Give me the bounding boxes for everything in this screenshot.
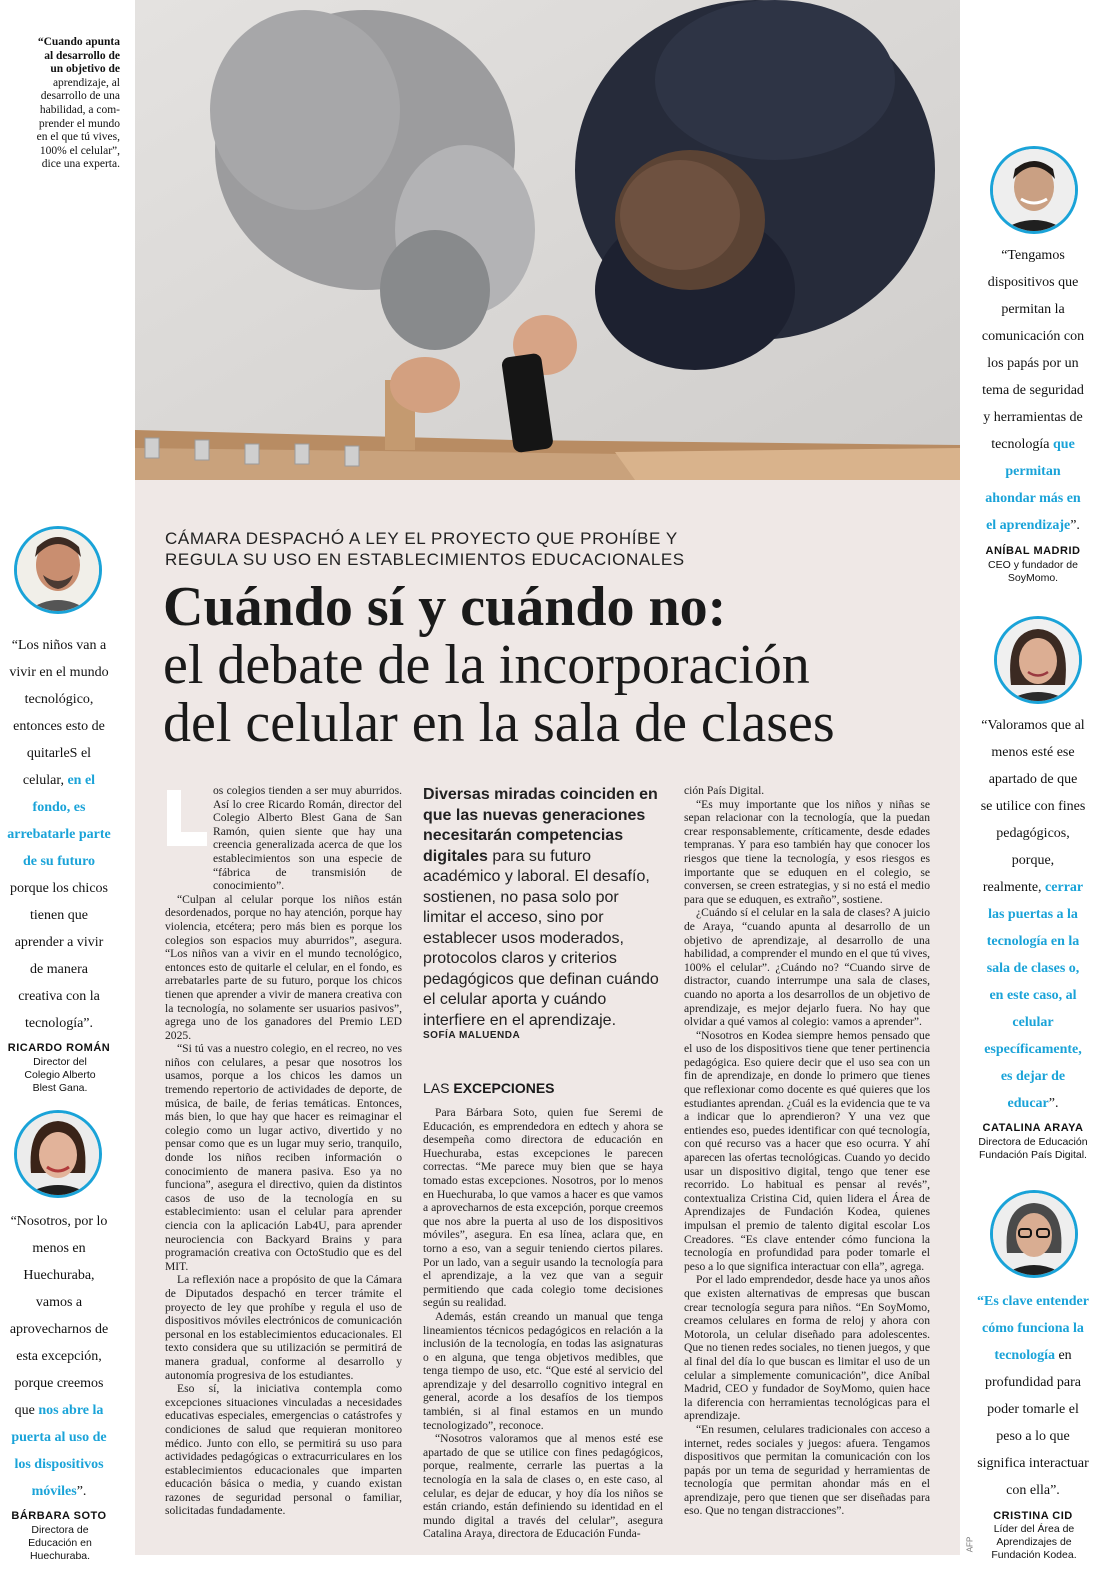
paragraph: La reflexión nace a propósito de que la Cámara de Diputados despachó en tercer trámite el proyecto de ley que prohíbe y regula el uso de dispositivos móviles electrónicos de comunicación personal en los establecimientos educacionales. El texto considera que su utilización se permitirá de manera gradual, conforme al desarrollo y autonomía progresiva de los estudiantes. [165, 1273, 402, 1382]
subhead-light: LAS [423, 1080, 454, 1096]
quote-text: que [14, 1403, 39, 1418]
headline [163, 578, 953, 752]
paragraph: “Es muy importante que los niños y niñas se sepan relacionar con la tecnología, que la puedan crear responsablemente, críticamente, desde edades tempranas. Y para eso también hay que conocer los riesgos que tiene la tecnología, y esos riesgos es importante que se eduquen en el colegio, se conversen, se creen estrategias, y si no está el medio para que se eduquen, es extraño”, sostiene. [684, 797, 930, 906]
quote-highlight: “Es clave entender [977, 1294, 1089, 1309]
source-name: CATALINA ARAYA [982, 1122, 1084, 1134]
quote-line: creativa con la [18, 989, 100, 1004]
headline-line-1: Cuándo sí y cuándo no: [163, 576, 727, 638]
paragraph: “Culpan al celular porque los niños están desordenados, porque no hay atención, porque hay violencia, etcétera; pero más bien es porque los colegios son espacios muy aburridos”, asegura. “Los niños van a vivir en el mundo tecnológico, entonces esto de quitarle el celular, en el fondo, es arrebatarles parte de su futuro, porque los chicos tienen que aprender a vivir de manera creativa con la tecnología, no solamente ser usuarios pasivos”, agrega uno de los ganadores del Premio LED 2025. [165, 892, 402, 1042]
quote-highlight: de su futuro [22, 854, 96, 869]
quote-line [0, 1478, 118, 1505]
photo-credit: AFP [965, 1536, 975, 1553]
source-role: Director del Colegio Alberto Blest Gana. [24, 1056, 96, 1094]
quote-line: 100% el celular”, [39, 144, 120, 157]
paragraph: “Nosotros valoramos que al menos esté ese apartado de que se utilice con fines pedagógicos, porque, realmente, cerrarle las puertas a la tecnología en la sala de clases o, en este caso, al celular, es dejar de educar, y hoy día los niños se están criando, están definiendo su identidad en el mundo digital a través del celular”, asegura Catalina Araya, directora de Educación Funda- [423, 1432, 663, 1541]
portrait-illustration [993, 149, 1075, 231]
quote-line: comunicación con [981, 329, 1085, 344]
headline-line-2: el debate de la incorporación [163, 634, 810, 696]
quote-cristina-cid [970, 1288, 1096, 1504]
quote-line [972, 874, 1094, 901]
avatar-ricardo-roman [14, 526, 102, 614]
paragraph: ción País Digital. [684, 784, 765, 797]
paragraph: Para Bárbara Soto, quien fue Seremi de Educación, es emprendedora en edtech y ahora se desempeña como directora de educación en Huechuraba, estas excepciones le parecen correctas. “Me parece muy bien que se haya tomado estas excepciones. Nosotros, por lo menos en Huechuraba, lo que vamos a hacer es que vamos a aprovecharnos de esta excepción, porque creemos que nos abre la puerta al uso de los dispositivos móviles”, asegura. En esa línea, aclara que, en torno a eso, van a seguir teniendo ciertos pilares. Por un lado, van a seguir usando la tecnología para el aprendizaje, a la vez que van a seguir permitiendo que cada colegio tome decisiones según su realidad. [423, 1106, 663, 1310]
lead-rest: para su futuro académico y laboral. El desafío, sostienen, no pasa solo por limitar el acceso, sino por establecer usos moderados, protocolos claros y criterios pedagógicos que definan cuándo el celular aporta y cuándo interfiere en el aprendizaje. [423, 847, 659, 1029]
source-name: CRISTINA CID [993, 1510, 1073, 1522]
subhead-bold: EXCEPCIONES [453, 1080, 555, 1096]
kicker: CÁMARA DESPACHÓ A LEY EL PROYECTO QUE PROHÍBE Y REGULA SU USO EN ESTABLECIMIENTOS EDUCACIONALES [165, 529, 685, 569]
quote-text: celular, [22, 773, 68, 788]
quote-line: tema de seguridad [982, 383, 1084, 398]
quote-highlight: en el [67, 773, 96, 788]
quote-highlight: es dejar de [1000, 1069, 1066, 1084]
quote-line: profundidad para [984, 1375, 1082, 1390]
source-name: ANÍBAL MADRID [985, 545, 1081, 557]
avatar-catalina-araya [994, 616, 1082, 704]
quote-highlight: específicamente, [984, 1042, 1082, 1057]
quote-line: tecnología”. [24, 1016, 94, 1031]
body-column-1 [165, 784, 402, 1518]
paragraph: os colegios tienden a ser muy aburridos. Así lo cree Ricardo Román, director del Colegio Alberto Blest Gana de San Ramón, quien siente que hay una creencia generalizada acerca de que los establecimientos son una especie de “fábrica de transmisión de conocimiento”. [213, 784, 402, 893]
body-column-3 [684, 784, 930, 1518]
quote-line: y herramientas de [983, 410, 1083, 425]
quote-line: porque, [1011, 853, 1055, 868]
portrait-illustration [993, 1193, 1075, 1275]
quote-text: ”. [1070, 518, 1080, 533]
quote-line: porque creemos [14, 1376, 104, 1391]
hero-photo [135, 0, 960, 480]
quote-line: con ella”. [1006, 1483, 1060, 1498]
quote-line: vivir en el mundo [9, 665, 109, 680]
quote-text: ”. [76, 1484, 87, 1499]
source-role: CEO y fundador de SoyMomo. [988, 559, 1078, 584]
paragraph: “Si tú vas a nuestro colegio, en el recreo, no ves niños con celulares, a pesar que nosotros los usamos, porque a los chicos les damos un tremendo repertorio de actividades de deporte, de música, de baile, de ferias temáticas. Entonces, más bien, lo que hay que hacer es reimaginar el colegio como un lugar activo, divertido y no pensar como que es un lugar muy serio, tranquilo, donde los niños reciben información o conocimiento de manera pasiva. Eso ya no funciona”, asegura el directivo, quien da distintos casos de uso de la tecnología en su establecimiento: usan el celular para aprender ciencia con la aplicación Lab4U, para aprender neurociencia con Backyard Brains y para programación creativa con OctoStudio que es del MIT. [165, 1042, 402, 1273]
paragraph: ¿Cuándo sí el celular en la sala de clases? A juicio de Araya, “cuando apunta al desarrollo de un objetivo de aprendizaje, al desarrollo de una habilidad, a comprender el mundo en el que tú vives, 100% el celular”. ¿Cuándo no? “Cuando sirve de distractor, cuando interrumpe una sala de clases, cuando no aporta a los desarrollos de un objetivo de aprendizaje, es mejor dejarlo fuera. No hay que olvidar a qué vamos al colegio: vamos a aprender”. [684, 906, 930, 1029]
section-subhead [423, 1080, 555, 1096]
quote-line: aprender a vivir [14, 935, 104, 950]
quote-line [0, 767, 118, 794]
quote-line [972, 512, 1094, 539]
quote-line: vamos a [35, 1295, 83, 1310]
quote-text: realmente, [982, 880, 1046, 895]
quote-line: “Valoramos que al [981, 718, 1085, 733]
lead-bold: Diversas miradas coinciden en que las nuevas generaciones necesitarán competencias digitales [423, 786, 658, 865]
quote-line: quitarleS el [26, 746, 92, 761]
quote-line: Huechuraba, [23, 1268, 95, 1283]
quote-line: habilidad, a com- [39, 103, 120, 116]
quote-ricardo-roman [0, 632, 118, 1037]
quote-line: permitan la [1001, 302, 1065, 317]
headline-line-3: del celular en la sala de clases [163, 692, 835, 754]
quote-line: entonces esto de [13, 719, 105, 734]
quote-highlight: en este caso, al [989, 988, 1077, 1003]
avatar-barbara-soto [14, 1110, 102, 1198]
quote-line: poder tomarle el [987, 1402, 1079, 1417]
quote-line: tienen que [30, 908, 88, 923]
paragraph: Además, están creando un manual que tenga lineamientos técnicos pedagógicos en relación a la inclusión de la tecnología, en todas las asignaturas o en alguna, que tenga objetivos medibles, que tenga tiempo de uso, etc. “Que esté al servicio del aprendizaje y del desarrollo cognitivo integral en general, acorde a los desafíos de los tiempos también, si al final estamos en un mundo tecnologizado”, reconoce. [423, 1309, 663, 1432]
quote-line: porque los chicos [10, 881, 108, 896]
quote-highlight: el aprendizaje [986, 518, 1071, 533]
quote-highlight: permitan [1005, 464, 1061, 479]
quote-line: menos esté ese [991, 745, 1075, 760]
quote-line: peso a lo que [996, 1429, 1070, 1444]
source-role: Directora de Educación en Huechuraba. [28, 1524, 92, 1562]
quote-highlight: tecnología en la [986, 934, 1080, 949]
quote-line: “Nosotros, por lo [10, 1214, 108, 1229]
source-role: Líder del Área de Aprendizajes de Fundación Kodea. [991, 1523, 1077, 1561]
source-name: BÁRBARA SOTO [11, 1510, 107, 1522]
quote-line: significa interactuar [977, 1456, 1089, 1471]
quote-highlight: cerrar [1045, 880, 1084, 895]
quote-highlight: tecnología [994, 1348, 1055, 1363]
paragraph: “En resumen, celulares tradicionales con acceso a internet, redes sociales y juegos: afuera. Tengamos dispositivos que permitan la comunicación con los papás por un tema de seguridad y herramientas de tecnología que permitan ahondar más en el aprendizaje, pero que tienen que ser diseñadas para eso. Que no tengan distracciones”. [684, 1422, 930, 1518]
avatar-anibal-madrid [990, 146, 1078, 234]
top-left-quote [10, 36, 120, 172]
paragraph: Por el lado emprendedor, desde hace ya unos años que existen alternativas de empresas que buscan crear tecnología segura para niños. “En SoyMomo, creamos celulares en forma de reloj y ahora con Motorola, un celular diseñado para adolescentes. Que no tienen redes sociales, no tienen juegos, y que al final del día lo que buscan es limitar el uso de un celular a simplemente comunicación”, dice Aníbal Madrid, CEO y fundador de SoyMomo, quien hace la diferencia con herramientas tecnológicas para el aprendizaje. [684, 1273, 930, 1423]
quote-line: esta excepción, [16, 1349, 102, 1364]
quote-line: de manera [30, 962, 88, 977]
quote-line: apartado de que [988, 772, 1078, 787]
quote-line: dice una experta. [41, 158, 120, 171]
quote-text: tecnología [991, 437, 1053, 452]
quote-line: pedagógicos, [996, 826, 1070, 841]
quote-line [972, 1090, 1094, 1117]
students-with-phone-illustration [135, 0, 960, 480]
quote-highlight: los dispositivos [14, 1457, 104, 1472]
quote-highlight: fondo, es [32, 800, 86, 815]
quote-line: aprendizaje, al [52, 76, 120, 89]
quote-line: aprovecharnos de [9, 1322, 109, 1337]
quote-line: un objetivo de [50, 63, 120, 76]
quote-line: menos en [32, 1241, 86, 1256]
portrait-illustration [17, 529, 99, 611]
source-role: Directora de Educación Fundación País Digital. [978, 1136, 1088, 1161]
quote-highlight: celular [1012, 1015, 1054, 1030]
quote-highlight: educar [1007, 1096, 1049, 1111]
quote-text: en [1054, 1348, 1072, 1363]
quote-highlight: cómo funciona la [982, 1321, 1084, 1336]
body-column-2 [423, 1106, 663, 1541]
quote-line [970, 1342, 1096, 1369]
quote-highlight: ahondar más en [985, 491, 1081, 506]
quote-anibal-madrid [972, 242, 1094, 539]
quote-highlight: puerta al uso de [11, 1430, 107, 1445]
portrait-illustration [997, 619, 1079, 701]
quote-catalina-araya [972, 712, 1094, 1117]
quote-barbara-soto [0, 1208, 118, 1505]
quote-line: los papás por un [987, 356, 1079, 371]
quote-line: en el que tú vives, [36, 131, 120, 144]
quote-line: “Tengamos [1001, 248, 1065, 263]
quote-line [972, 431, 1094, 458]
quote-line: “Cuando apunta [37, 36, 120, 48]
quote-highlight: arrebatarle parte [7, 827, 111, 842]
portrait-illustration [17, 1113, 99, 1195]
source-name: RICARDO ROMÁN [7, 1042, 111, 1054]
quote-line: dispositivos que [987, 275, 1079, 290]
quote-text: ”. [1048, 1096, 1059, 1111]
quote-highlight: las puertas a la [988, 907, 1078, 922]
quote-line: desarrollo de una [40, 90, 120, 103]
quote-highlight: móviles [31, 1484, 77, 1499]
quote-highlight: sala de clases o, [986, 961, 1080, 976]
paragraph: Eso sí, la iniciativa contempla como excepciones situaciones vinculadas a necesidades educativas especiales, emergencias o catástrofes y condiciones de salud que requieran monitoreo médico. Junto con ello, se permitirá su uso para actividades pedagógicas o extracurriculares en los establecimientos educacionales que imparten educación básica o media, y cuando existan razones de seguridad personal o familiar, solicitadas fundadamente. [165, 1382, 402, 1518]
quote-line [0, 1397, 118, 1424]
quote-line: al desarrollo de [44, 49, 120, 62]
quote-highlight: que [1053, 437, 1075, 452]
lead-paragraph [423, 785, 663, 1031]
paragraph: “Nosotros en Kodea siempre hemos pensado que el uso de los dispositivos tiene que tener pertinencia pedagógica. Eso quiere decir que el uso sea con un fin de aprendizaje, en donde lo primero que tienes que reflexionar como docente es qué quieres que los estudiantes aprendan. ¿Cuál es la evidencia que te va a indicar que lo aprendieron? Y una vez que entiendes eso, puedes identificar con qué tecnología, con qué recurso vas a hacer que eso ocurra. Y ahí aparecen las ofertas tecnológicas. Cuando yo decido usar un dispositivo digital, tengo que tener ese recorrido. Lo habitual es pensar al revés”, contextualiza Cristina Cid, quien lidera el Área de Aprendizajes de Fundación Kodea, quienes impulsan el premio de talento digital escolar Los Creadores. “Es clave entender cómo funciona la tecnología en profundidad para poder tomarle el peso a lo que significa interactuar con ella”, agrega. [684, 1028, 930, 1273]
quote-line: se utilice con fines [980, 799, 1086, 814]
quote-line: tecnológico, [24, 692, 94, 707]
avatar-cristina-cid [990, 1190, 1078, 1278]
quote-line: prender el mundo [38, 117, 120, 130]
byline: SOFÍA MALUENDA [423, 1030, 521, 1041]
quote-highlight: nos abre la [38, 1403, 104, 1418]
quote-line: “Los niños van a [11, 638, 107, 653]
